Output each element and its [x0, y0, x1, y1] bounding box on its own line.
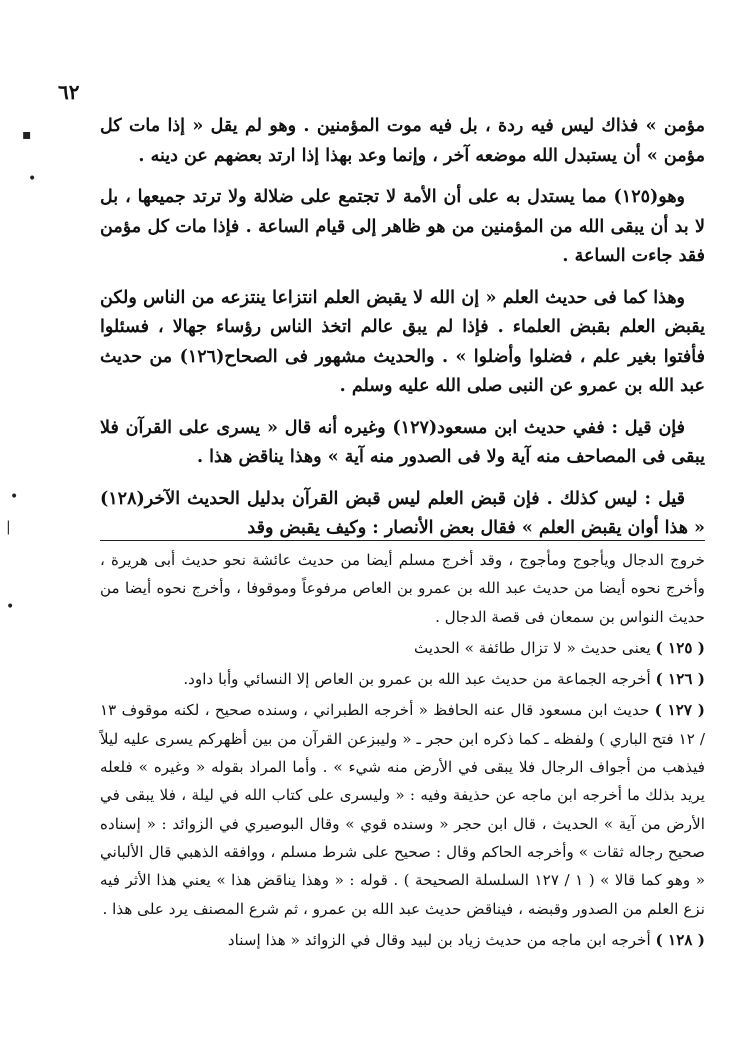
paragraph: مؤمن » فذاك ليس فيه ردة ، بل فيه موت المؤمنين . وهو لم يقل « إذا مات كل مؤمن » أن يستبدل الله موضعه آخر ، وإنما وعد بهذا إذا ارتد بعضهم عن دينه . [100, 116, 705, 166]
footnote-separator [100, 540, 705, 541]
scan-speck: | [6, 519, 11, 535]
scan-speck: ▪ [22, 127, 32, 143]
paragraph: فإن قيل : ففي حديث ابن مسعود(١٢٧) وغيره أنه قال « يسرى على القرآن فلا يبقى فى المصاحف منه آية ولا فى الصدور منه آية » وهذا يناقض هذا . [100, 417, 705, 467]
paragraph: وهذا كما فى حديث العلم « إن الله لا يقبض العلم انتزاعا ينتزعه من الناس ولكن يقبض العلم بقبض العلماء . فإذا لم يبق عالم اتخذ الناس رؤساء جهالا ، فسئلوا فأفتوا بغير علم ، فضلوا وأضلوا » . والحديث مشهور فى الصحاح(١٢٦) من حديث عبد الله بن عمرو عن النبى صلى الله عليه وسلم . [100, 287, 705, 396]
footnote-number: ( ١٢٦ ) [655, 670, 705, 689]
footnote-number: ( ١٢٧ ) [654, 701, 705, 720]
footnote-126 [100, 665, 705, 693]
page-number: ٦٢ [58, 80, 80, 104]
footnote-127 [100, 696, 705, 922]
paragraph: وهو(١٢٥) مما يستدل به على أن الأمة لا تجتمع على ضلالة ولا ترتد جميعها ، بل لا بد أن يبقى الله من المؤمنين من هو ظاهر إلى قيام الساعة . فإذا مات كل مؤمن فقد جاءت الساعة . [100, 187, 705, 266]
footnotes [100, 546, 705, 954]
footnote-continuation: خروج الدجال ويأجوج ومأجوج ، وقد أخرج مسلم أيضا من حديث عائشة نحو حديث أبى هريرة ، وأخرج نحوه أيضا من حديث عبد الله بن عمرو بن العاص مرفوعاً وموقوفا ، وأخرج نحوه أيضا من حديث النواس بن سمعان فى قصة الدجال . [100, 551, 705, 626]
scan-speck: • [28, 171, 37, 187]
footnote-text: أخرجه ابن ماجه من حديث زياد بن لبيد وقال في الزوائد « هذا إسناد [227, 930, 651, 949]
scan-speck: • [6, 599, 15, 615]
footnote-text: حديث ابن مسعود قال عنه الحافظ « أخرجه الطبراني ، وسنده صحيح ، لكنه موقوف ١٣ / ١٢ فتح الباري ) ولفظه ـ كما ذكره ابن حجر ـ « وليبزعن القرآن من بين أظهركم يسرى عليه ليلاً فيذهب من أجواف الرجال فلا يبقى في الأرض منه شيء » . وأما المراد بقوله « وغيره » فلعله يريد بذلك ما أخرجه ابن ماجه عن حذيفة وفيه : « وليسرى على كتاب الله في ليلة ، فلا يبقى في الأرض من آية » الحديث ، قال ابن حجر « وسنده قوي » وقال البوصيري في الزوائد : « إسناده صحيح رجاله ثقات » وأخرجه الحاكم وقال : صحيح على شرط مسلم ، ووافقه الذهبي قال الألباني « وهو كما قالا » ( ١ / ١٢٧ السلسلة الصحيحة ) . قوله : « وهذا يناقض هذا » يعني هذا الأثر فيه نزع العلم من الصدور وقبضه ، فيناقض حديث عبد الله بن عمرو ، ثم شرع المصنف يرد على هذا . [100, 701, 705, 918]
scan-speck: • [10, 489, 19, 505]
footnote-128 [100, 926, 705, 954]
footnote-number: ( ١٢٥ ) [655, 638, 705, 657]
paragraph: قيل : ليس كذلك . فإن قبض العلم ليس قبض القرآن بدليل الحديث الآخر(١٢٨) « هذا أوان يقبض العلم » فقال بعض الأنصار : وكيف يقبض وقد [100, 488, 705, 538]
footnote-number: ( ١٢٨ ) [655, 930, 705, 949]
footnote-text: أخرجه الجماعة من حديث عبد الله بن عمرو بن العاص إلا النسائي وأبا داود. [183, 670, 651, 689]
footnote-text: يعنى حديث « لا تزال طائفة » الحديث [413, 638, 651, 657]
footnote-125 [100, 634, 705, 662]
main-text [100, 112, 705, 556]
